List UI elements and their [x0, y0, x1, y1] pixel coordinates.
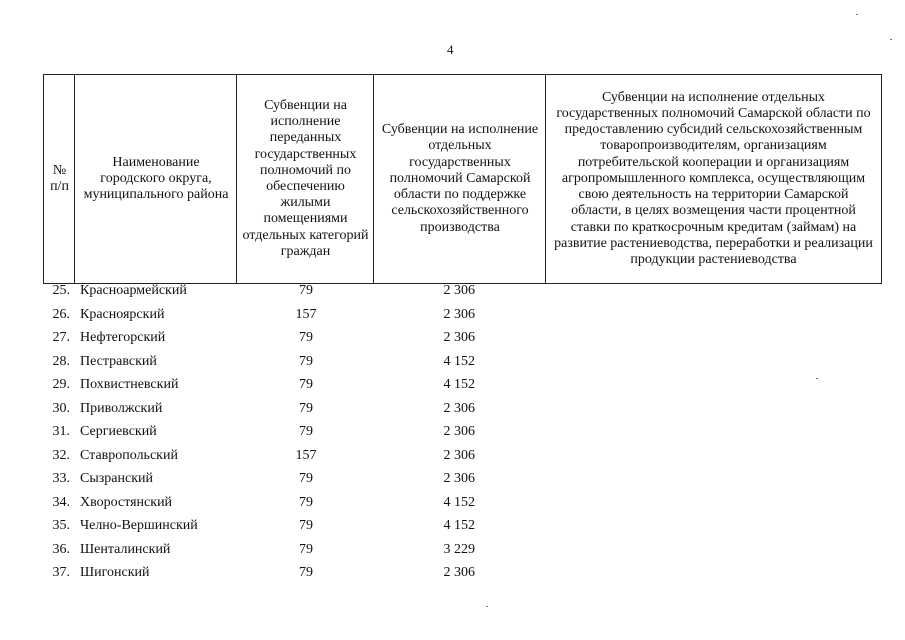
row-number: 29. — [52, 377, 70, 392]
district-name: Сергиевский — [80, 424, 157, 439]
housing-value: 157 — [295, 306, 317, 322]
table-row — [0, 542, 905, 565]
housing-value: 157 — [295, 447, 317, 463]
district-name: Красноармейский — [80, 283, 187, 298]
housing-value: 79 — [299, 471, 313, 486]
row-number: 25. — [52, 283, 70, 298]
row-number: 28. — [52, 353, 70, 369]
housing-value: 79 — [299, 330, 313, 345]
header-num-label: № п/п — [50, 162, 69, 194]
agriculture-value: 4 152 — [443, 377, 475, 392]
scan-speck — [890, 39, 892, 40]
district-name: Нефтегорский — [80, 330, 166, 345]
district-name: Шенталинский — [80, 541, 171, 557]
agriculture-value: 2 306 — [443, 306, 475, 322]
header-subvention-agriculture — [373, 74, 546, 284]
header-subvention-credit-label: Субвенции на исполнение отдельных государственных полномочий Самарской области по предоставлению субсидий сельскохозяйственным товаропроизводителям, организациям потребительской кооперации и организациям агропромышленного комплекса, осуществляющим свою деятельность на территории Самарской области, в целях возмещения части процентной ставки по краткосрочным кредитам (займам) на развитие растениеводства, переработки и реализации продукции растениеводства — [554, 89, 873, 267]
table-row — [0, 565, 905, 588]
agriculture-value: 2 306 — [443, 565, 475, 580]
table-row — [0, 401, 905, 424]
agriculture-value: 4 152 — [443, 353, 475, 369]
district-name: Красноярский — [80, 306, 165, 322]
housing-value: 79 — [299, 400, 313, 416]
agriculture-value: 2 306 — [443, 424, 475, 439]
header-name — [74, 74, 237, 284]
header-subvention-agriculture-label: Субвенции на исполнение отдельных государственных полномочий Самарской области по поддержке сельскохозяйственного производства — [381, 122, 539, 235]
agriculture-value: 4 152 — [443, 518, 475, 533]
district-name: Приволжский — [80, 400, 163, 416]
scan-speck — [486, 606, 488, 607]
table-row — [0, 424, 905, 447]
table-row — [0, 448, 905, 471]
row-number: 34. — [52, 494, 70, 510]
row-number: 33. — [52, 471, 70, 486]
scan-speck — [856, 14, 858, 15]
district-name: Сызранский — [80, 471, 153, 486]
row-number: 31. — [52, 424, 70, 439]
row-number: 26. — [52, 306, 70, 322]
agriculture-value: 2 306 — [443, 447, 475, 463]
row-number: 36. — [52, 541, 70, 557]
header-subvention-housing-label: Субвенции на исполнение переданных государственных полномочий по обеспечению жилыми помещениями отдельных категорий граждан — [242, 97, 369, 259]
page-number: 4 — [447, 42, 454, 57]
row-number: 32. — [52, 447, 70, 463]
row-number: 30. — [52, 400, 70, 416]
table-row — [0, 377, 905, 400]
header-name-label: Наименование городского округа, муниципального района — [83, 154, 229, 203]
district-name: Хворостянский — [80, 494, 173, 510]
housing-value: 79 — [299, 541, 313, 557]
row-number: 37. — [52, 565, 70, 580]
housing-value: 79 — [299, 377, 313, 392]
row-number: 35. — [52, 518, 70, 533]
row-number: 27. — [52, 330, 70, 345]
table-row — [0, 307, 905, 330]
table-row — [0, 330, 905, 353]
housing-value: 79 — [299, 565, 313, 580]
agriculture-value: 4 152 — [443, 494, 475, 510]
table-row — [0, 471, 905, 494]
table-row — [0, 495, 905, 518]
table-row — [0, 354, 905, 377]
agriculture-value: 2 306 — [443, 400, 475, 416]
agriculture-value: 3 229 — [443, 541, 475, 557]
housing-value: 79 — [299, 518, 313, 533]
housing-value: 79 — [299, 283, 313, 298]
table-row — [0, 283, 905, 306]
table-row — [0, 518, 905, 541]
header-num — [43, 74, 75, 284]
housing-value: 79 — [299, 424, 313, 439]
scan-speck — [816, 378, 818, 379]
district-name: Похвистневский — [80, 377, 179, 392]
agriculture-value: 2 306 — [443, 330, 475, 345]
agriculture-value: 2 306 — [443, 471, 475, 486]
district-name: Шигонский — [80, 565, 150, 580]
district-name: Ставропольский — [80, 447, 178, 463]
housing-value: 79 — [299, 494, 313, 510]
housing-value: 79 — [299, 353, 313, 369]
agriculture-value: 2 306 — [443, 283, 475, 298]
header-subvention-housing — [236, 74, 374, 284]
district-name: Пестравский — [80, 353, 157, 369]
district-name: Челно-Вершинский — [80, 518, 198, 533]
header-subvention-credit — [545, 74, 882, 284]
